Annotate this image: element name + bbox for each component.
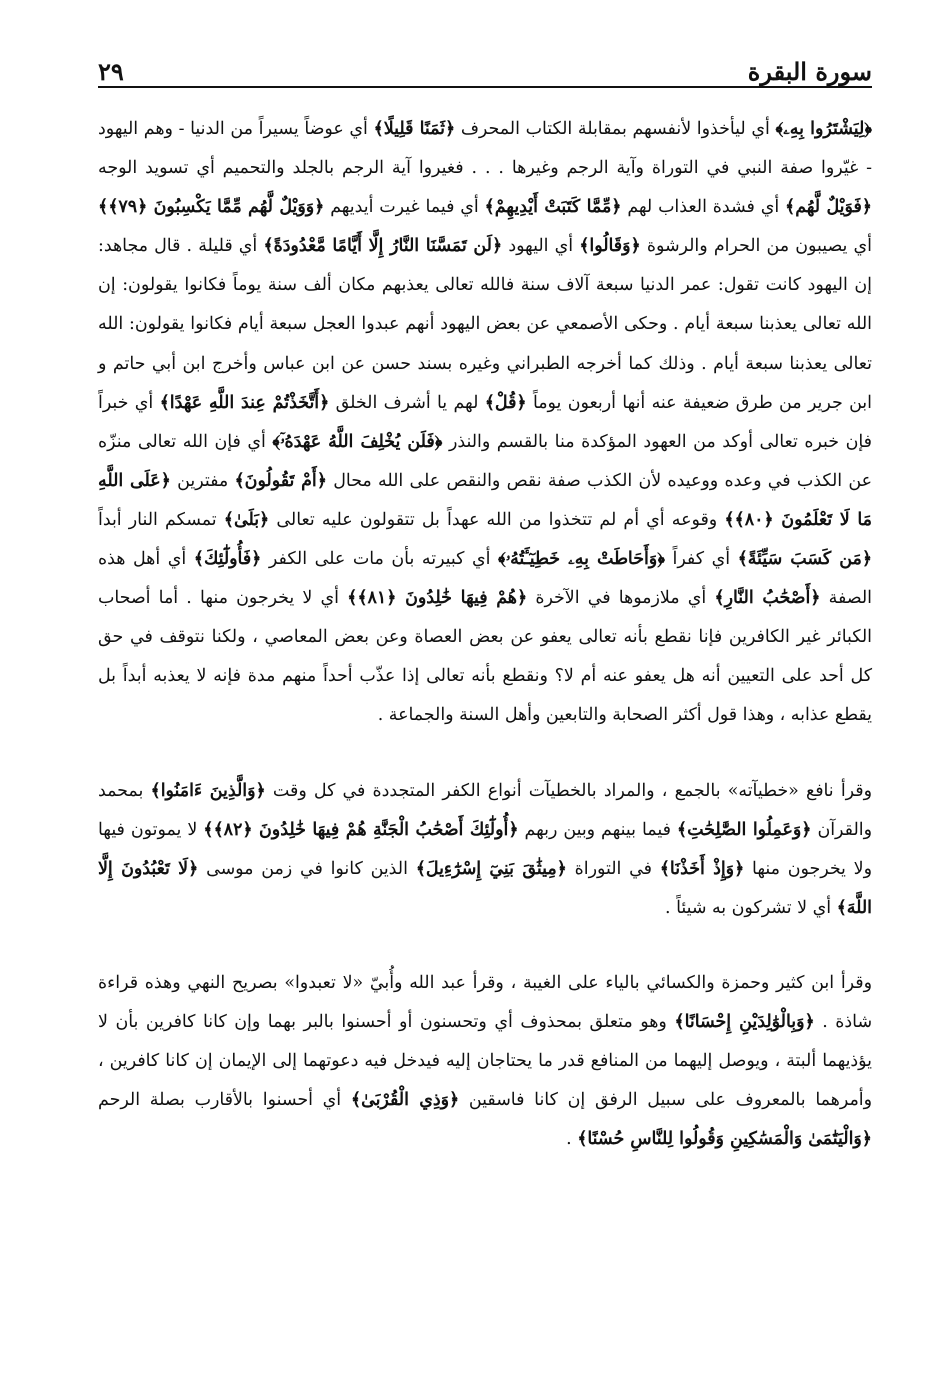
quran-quote: ﴿عَلَى اللَّهِ مَا لَا تَعْلَمُونَ ﴿٨٠﴾﴾ (98, 470, 872, 530)
commentary-text: أي فيما غيرت أيديهم (324, 197, 485, 218)
quran-quote: ﴿فَوَيْلٌ لَّهُم﴾ (785, 197, 872, 218)
paragraph-1 (98, 110, 872, 736)
commentary-text: أي لا تشركون به شيئاً . (665, 897, 837, 918)
quran-quote: ﴿وَإِذْ أَخَذْنَا﴾ (659, 858, 745, 879)
commentary-text: أي فشدة العذاب لهم (621, 197, 786, 218)
quran-quote: ﴿ثَمَنًا قَلِيلًا﴾ (373, 119, 456, 139)
quran-quote: ﴿وَعَمِلُوا الصَّٰلِحَٰتِ﴾ (676, 819, 812, 840)
commentary-text: أي قليلة . قال مجاهد: إن اليهود كانت تقول: عمر الدنيا سبعة آلاف سنة فالله تعالى يعذبهم مكان ألف سنة يوماً فكانوا يقولون: إن الله تعالى يعذبنا سبعة أيام . وحكى الأصمعي عن بعض اليهود أنهم عبدوا العجل سبعة أيام فكانوا يقولون: الله تعالى يعذبنا سبعة أيام . وذلك كما أخرجه الطبراني وغيره بسند حسن عن ابن عباس وأخرج ابن أبي حاتم و ابن جرير من طرق ضعيفة عنه أنها أربعون يوماً (98, 236, 872, 413)
commentary-text: أي ملازموها في الآخرة (527, 588, 715, 609)
quran-quote: ﴿أَصْحَٰبُ النَّارِ﴾ (714, 588, 821, 609)
commentary-text: وقرأ ابن كثير وحمزة والكسائي بالياء على الغيبة ، وقرأ عبد الله وأُبيّ «لا تعبدوا» بصريح النهي وهذه قراءة شاذة . (98, 972, 873, 1032)
quran-quote: ﴿بَلَىٰ﴾ (223, 509, 270, 530)
commentary-text: مفترين (170, 470, 235, 491)
commentary-text: لهم يا أشرف الخلق (329, 392, 485, 413)
quran-quote: ﴿هُمْ فِيهَا خَٰلِدُونَ ﴿٨١﴾﴾ (347, 588, 528, 609)
quran-quote: ﴿وَالْيَتَٰمَىٰ وَالْمَسَٰكِينِ وَقُولُوا لِلنَّاسِ حُسْنًا﴾ (577, 1129, 872, 1150)
commentary-text: أي كفراً (664, 549, 738, 570)
commentary-text: أي أحسنوا بالأقارب بصلة الرحم (98, 1090, 351, 1111)
commentary-text: . (566, 1129, 578, 1150)
quran-quote: ﴿أَتَّخَذْتُمْ عِندَ اللَّهِ عَهْدًا﴾ (159, 392, 330, 413)
commentary-text: وهو متعلق بمحذوف أي وتحسنون أو أحسنوا بالبر بهما وإن كانا كافرين بأن لا يؤذيهما ألبتة ، ويوصل إليهما من المنافع قدر ما يحتاجان إليه فيدخل فيه دعوتهما إلى الإيمان إن كانا كافرين ، وأمرهما بالمعروف على سبيل الرفق إن كانا فاسقين (98, 1011, 872, 1111)
commentary-text: أي ليأخذوا لأنفسهم بمقابلة الكتاب المحرف (455, 119, 776, 139)
quran-quote: ﴿فَأُولَٰٓئِكَ﴾ (193, 549, 262, 570)
commentary-text: لا يموتون فيها ولا يخرجون منها (98, 819, 872, 879)
page-number: ٢٩ (98, 57, 124, 86)
commentary-text: أي عوضاً يسيراً من الدنيا - وهم اليهود - غيّروا صفة النبي في التوراة وآية الرجم وغيرها . . . فغيروا آية الرجم بالجلد والتحميم أي تسويد الوجه (98, 119, 872, 179)
commentary-text: بمحمد والقرآن (98, 780, 872, 840)
commentary-text: أي اليهود (502, 236, 580, 257)
commentary-text: في التوراة (566, 858, 660, 879)
commentary-text: أي أهل هذه الصفة (98, 549, 872, 609)
commentary-text: أي يصيبون من الحرام والرشوة (640, 236, 872, 257)
quran-quote: ﴿وَذِي الْقُرْبَىٰ﴾ (350, 1090, 460, 1111)
quran-quote: ﴿وَأَحَاطَتْ بِهِۦ خَطِيٓـَٔتُهُۥ﴾ (498, 549, 665, 570)
commentary-text: أي فإن الله تعالى منزّه عن الكذب في وعده ووعيده لأن الكذب صفة نقص والنقص على الله محال (98, 431, 873, 491)
quran-quote: ﴿وَوَيْلٌ لَّهُم مِّمَّا يَكْسِبُونَ ﴿٧٩﴾﴾ (98, 197, 325, 218)
quran-quote: ﴿قُلْ﴾ (484, 392, 527, 413)
commentary-text: أي لا يخرجون منها . أما أصحاب الكبائر غير الكافرين فإنا نقطع بأنه تعالى يعفو عن بعض العصاة وعن بعض المعاصي ، ولكنا نتوقف في حق كل أحد على التعيين أنه هل يعفو عنه أم لا؟ ونقطع بأنه تعالى إذا عذّب أحداً منهم مدة فإنه لا يعذبه أبداً بل يقطع عذابه ، وهذا قول أكثر الصحابة والتابعين وأهل السنة والجماعة . (98, 588, 872, 726)
quran-quote: ﴿فَلَن يُخْلِفَ اللَّهُ عَهْدَهُۥٓ﴾ (272, 431, 443, 452)
paragraph-2 (98, 772, 872, 928)
commentary-text: تمسكم النار أبداً (98, 509, 224, 530)
commentary-body (98, 110, 872, 1159)
commentary-text: فيما بينهم وبين ربهم (518, 819, 677, 840)
quran-quote: ﴿مِيثَٰقَ بَنِيٓ إِسْرَٰٓءِيلَ﴾ (415, 858, 567, 879)
quran-quote: ﴿وَالَّذِينَ ءَامَنُوا﴾ (150, 780, 266, 801)
quran-quote: ﴿وَبِالْوَٰلِدَيْنِ إِحْسَانًا﴾ (674, 1011, 815, 1032)
commentary-text: أي خبراً فإن خبره تعالى أوكد من العهود المؤكدة منا بالقسم والنذر (98, 392, 872, 452)
quran-quote: ﴿أَمْ تَقُولُونَ﴾ (234, 470, 327, 491)
quran-quote: ﴿مِّمَّا كَتَبَتْ أَيْدِيهِمْ﴾ (484, 197, 622, 218)
commentary-text: الذين كانوا في زمن موسى (198, 858, 416, 879)
commentary-text: وقرأ نافع «خطيآته» بالجمع ، والمراد بالخطيآت أنواع الكفر المتجددة في كل وقت (265, 780, 872, 801)
quran-quote: ﴿لَن تَمَسَّنَا النَّارُ إِلَّا أَيَّامًا مَّعْدُودَةً﴾ (263, 236, 503, 257)
quran-quote: ﴿لِيَشْتَرُوا بِهِۦ﴾ (775, 119, 872, 139)
quran-quote: ﴿أُولَٰٓئِكَ أَصْحَٰبُ الْجَنَّةِ هُمْ فِيهَا خَٰلِدُونَ ﴿٨٢﴾﴾ (203, 819, 519, 840)
commentary-text: أي كبيرته بأن مات على الكفر (261, 549, 499, 570)
surah-title: سورة البقرة (747, 57, 872, 86)
commentary-text: وقوعه أي أم لم تتخذوا من الله عهداً بل تتقولون عليه تعالى (269, 509, 725, 530)
quran-quote: ﴿وَقَالُوا﴾ (579, 236, 641, 257)
quran-quote: ﴿لَا تَعْبُدُونَ إِلَّا اللَّهَ﴾ (98, 858, 872, 918)
page-header (98, 52, 872, 88)
quran-quote: ﴿مَن كَسَبَ سَيِّئَةً﴾ (737, 549, 873, 570)
paragraph-3 (98, 964, 872, 1159)
